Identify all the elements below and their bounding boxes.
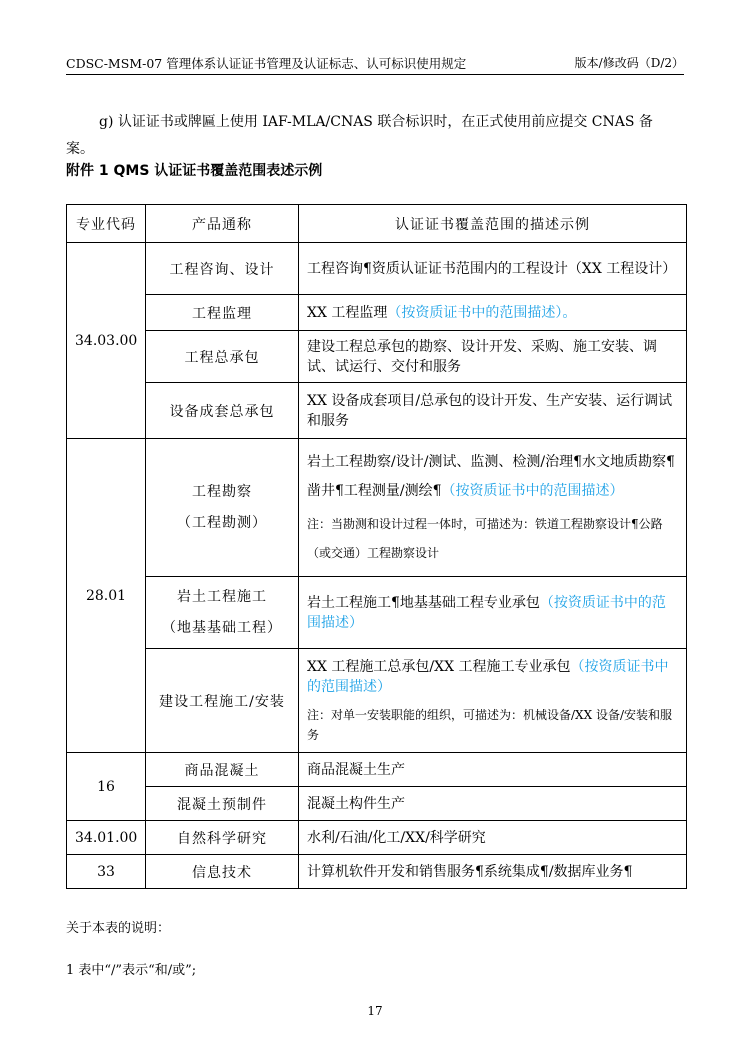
cell-product: 建设工程施工/安装 (146, 649, 299, 753)
cell-product: 信息技术 (146, 855, 299, 889)
cell-code: 34.01.00 (67, 821, 146, 855)
table-notes (66, 908, 196, 992)
table-row (67, 331, 687, 383)
cell-product: 商品混凝土 (146, 753, 299, 787)
page-header (66, 52, 684, 75)
cell-description (299, 649, 687, 753)
cell-description (299, 295, 687, 331)
description-blue-text: （按资质证书中的范围描述）。 (387, 304, 577, 321)
cell-code: 33 (67, 855, 146, 889)
cell-product (146, 577, 299, 649)
scope-table (66, 204, 687, 889)
description-block (307, 657, 678, 697)
description-text: 岩土工程施工¶地基基础工程专业承包 (307, 594, 540, 611)
cell-code: 34.03.00 (67, 243, 146, 439)
cell-product: 自然科学研究 (146, 821, 299, 855)
table-row (67, 243, 687, 295)
product-name-line-1: 工程勘察 (192, 483, 252, 500)
cell-code: 28.01 (67, 439, 146, 753)
page-number: 17 (367, 1004, 383, 1018)
header-version: 版本/修改码（D/2） (574, 56, 684, 70)
product-name-line-2: （工程勘测） (177, 514, 267, 531)
description-blue-text: （按资质证书中的范围描述） (441, 482, 624, 499)
cell-description: 水利/石油/化工/XX/科学研究 (299, 821, 687, 855)
cell-code: 16 (67, 753, 146, 821)
notes-item-1: 1 表中“/”表示“和/或”; (66, 963, 197, 978)
description-note: 注：对单一安装职能的组织，可描述为：机械设备/XX 设备/安装和服务 (307, 707, 672, 742)
cell-description: 建设工程总承包的勘察、设计开发、采购、施工安装、调试、试运行、交付和服务 (299, 331, 687, 383)
table-row (67, 855, 687, 889)
description-text: 岩土工程勘察/设计/测试、监测、检测/治理¶水文地质勘察¶凿井¶工程测量/测绘¶ (307, 453, 675, 499)
header-document-title: CDSC-MSM-07 管理体系认证证书管理及认证标志、认可标识使用规定 (66, 56, 467, 71)
description-text: XX 工程施工总承包/XX 工程施工专业承包 (307, 658, 571, 675)
cell-product: 工程监理 (146, 295, 299, 331)
cell-description (299, 577, 687, 649)
cell-description (299, 439, 687, 577)
table-row (67, 821, 687, 855)
header-code: 专业代码 (67, 205, 146, 243)
table-row (67, 753, 687, 787)
cell-product: 工程总承包 (146, 331, 299, 383)
paragraph-g (66, 104, 686, 141)
description-blue-text: （按资质证书中的范围描述） (307, 658, 669, 695)
cell-description: 工程咨询¶资质认证证书范围内的工程设计（XX 工程设计） (299, 243, 687, 295)
header-product: 产品通称 (146, 205, 299, 243)
cell-product (146, 439, 299, 577)
table-row (67, 439, 687, 577)
paragraph-line-2: 案。 (66, 141, 94, 157)
description-note: 注：当勘测和设计过程一体时，可描述为：铁道工程勘察设计¶公路（或交通）工程勘察设计 (307, 516, 663, 560)
cell-description: 计算机软件开发和销售服务¶系统集成¶/数据库业务¶ (299, 855, 687, 889)
cell-product: 设备成套总承包 (146, 383, 299, 439)
cell-description: 混凝土构件生产 (299, 787, 687, 821)
cell-product: 混凝土预制件 (146, 787, 299, 821)
notes-title: 关于本表的说明： (66, 921, 171, 936)
description-blue-text: （按资质证书中的范围描述） (307, 594, 666, 631)
cell-description: 商品混凝土生产 (299, 753, 687, 787)
table-row (67, 577, 687, 649)
header-description: 认证证书覆盖范围的描述示例 (299, 205, 687, 243)
product-name-line-1: 岩土工程施工 (177, 588, 267, 605)
section-title: 附件 1 QMS 认证证书覆盖范围表述示例 (66, 163, 323, 179)
description-block (307, 448, 678, 506)
cell-description: XX 设备成套项目/总承包的设计开发、生产安装、运行调试和服务 (299, 383, 687, 439)
table-row (67, 295, 687, 331)
table-row (67, 383, 687, 439)
cell-product: 工程咨询、设计 (146, 243, 299, 295)
table-row (67, 649, 687, 753)
description-text: XX 工程监理 (307, 304, 388, 321)
paragraph-line-1: g) 认证证书或牌匾上使用 IAF-MLA/CNAS 联合标识时，在正式使用前应提交 CNAS 备 (99, 114, 653, 130)
table-row (67, 787, 687, 821)
table-header-row (67, 205, 687, 243)
product-name-line-2: （地基基础工程） (162, 619, 282, 636)
